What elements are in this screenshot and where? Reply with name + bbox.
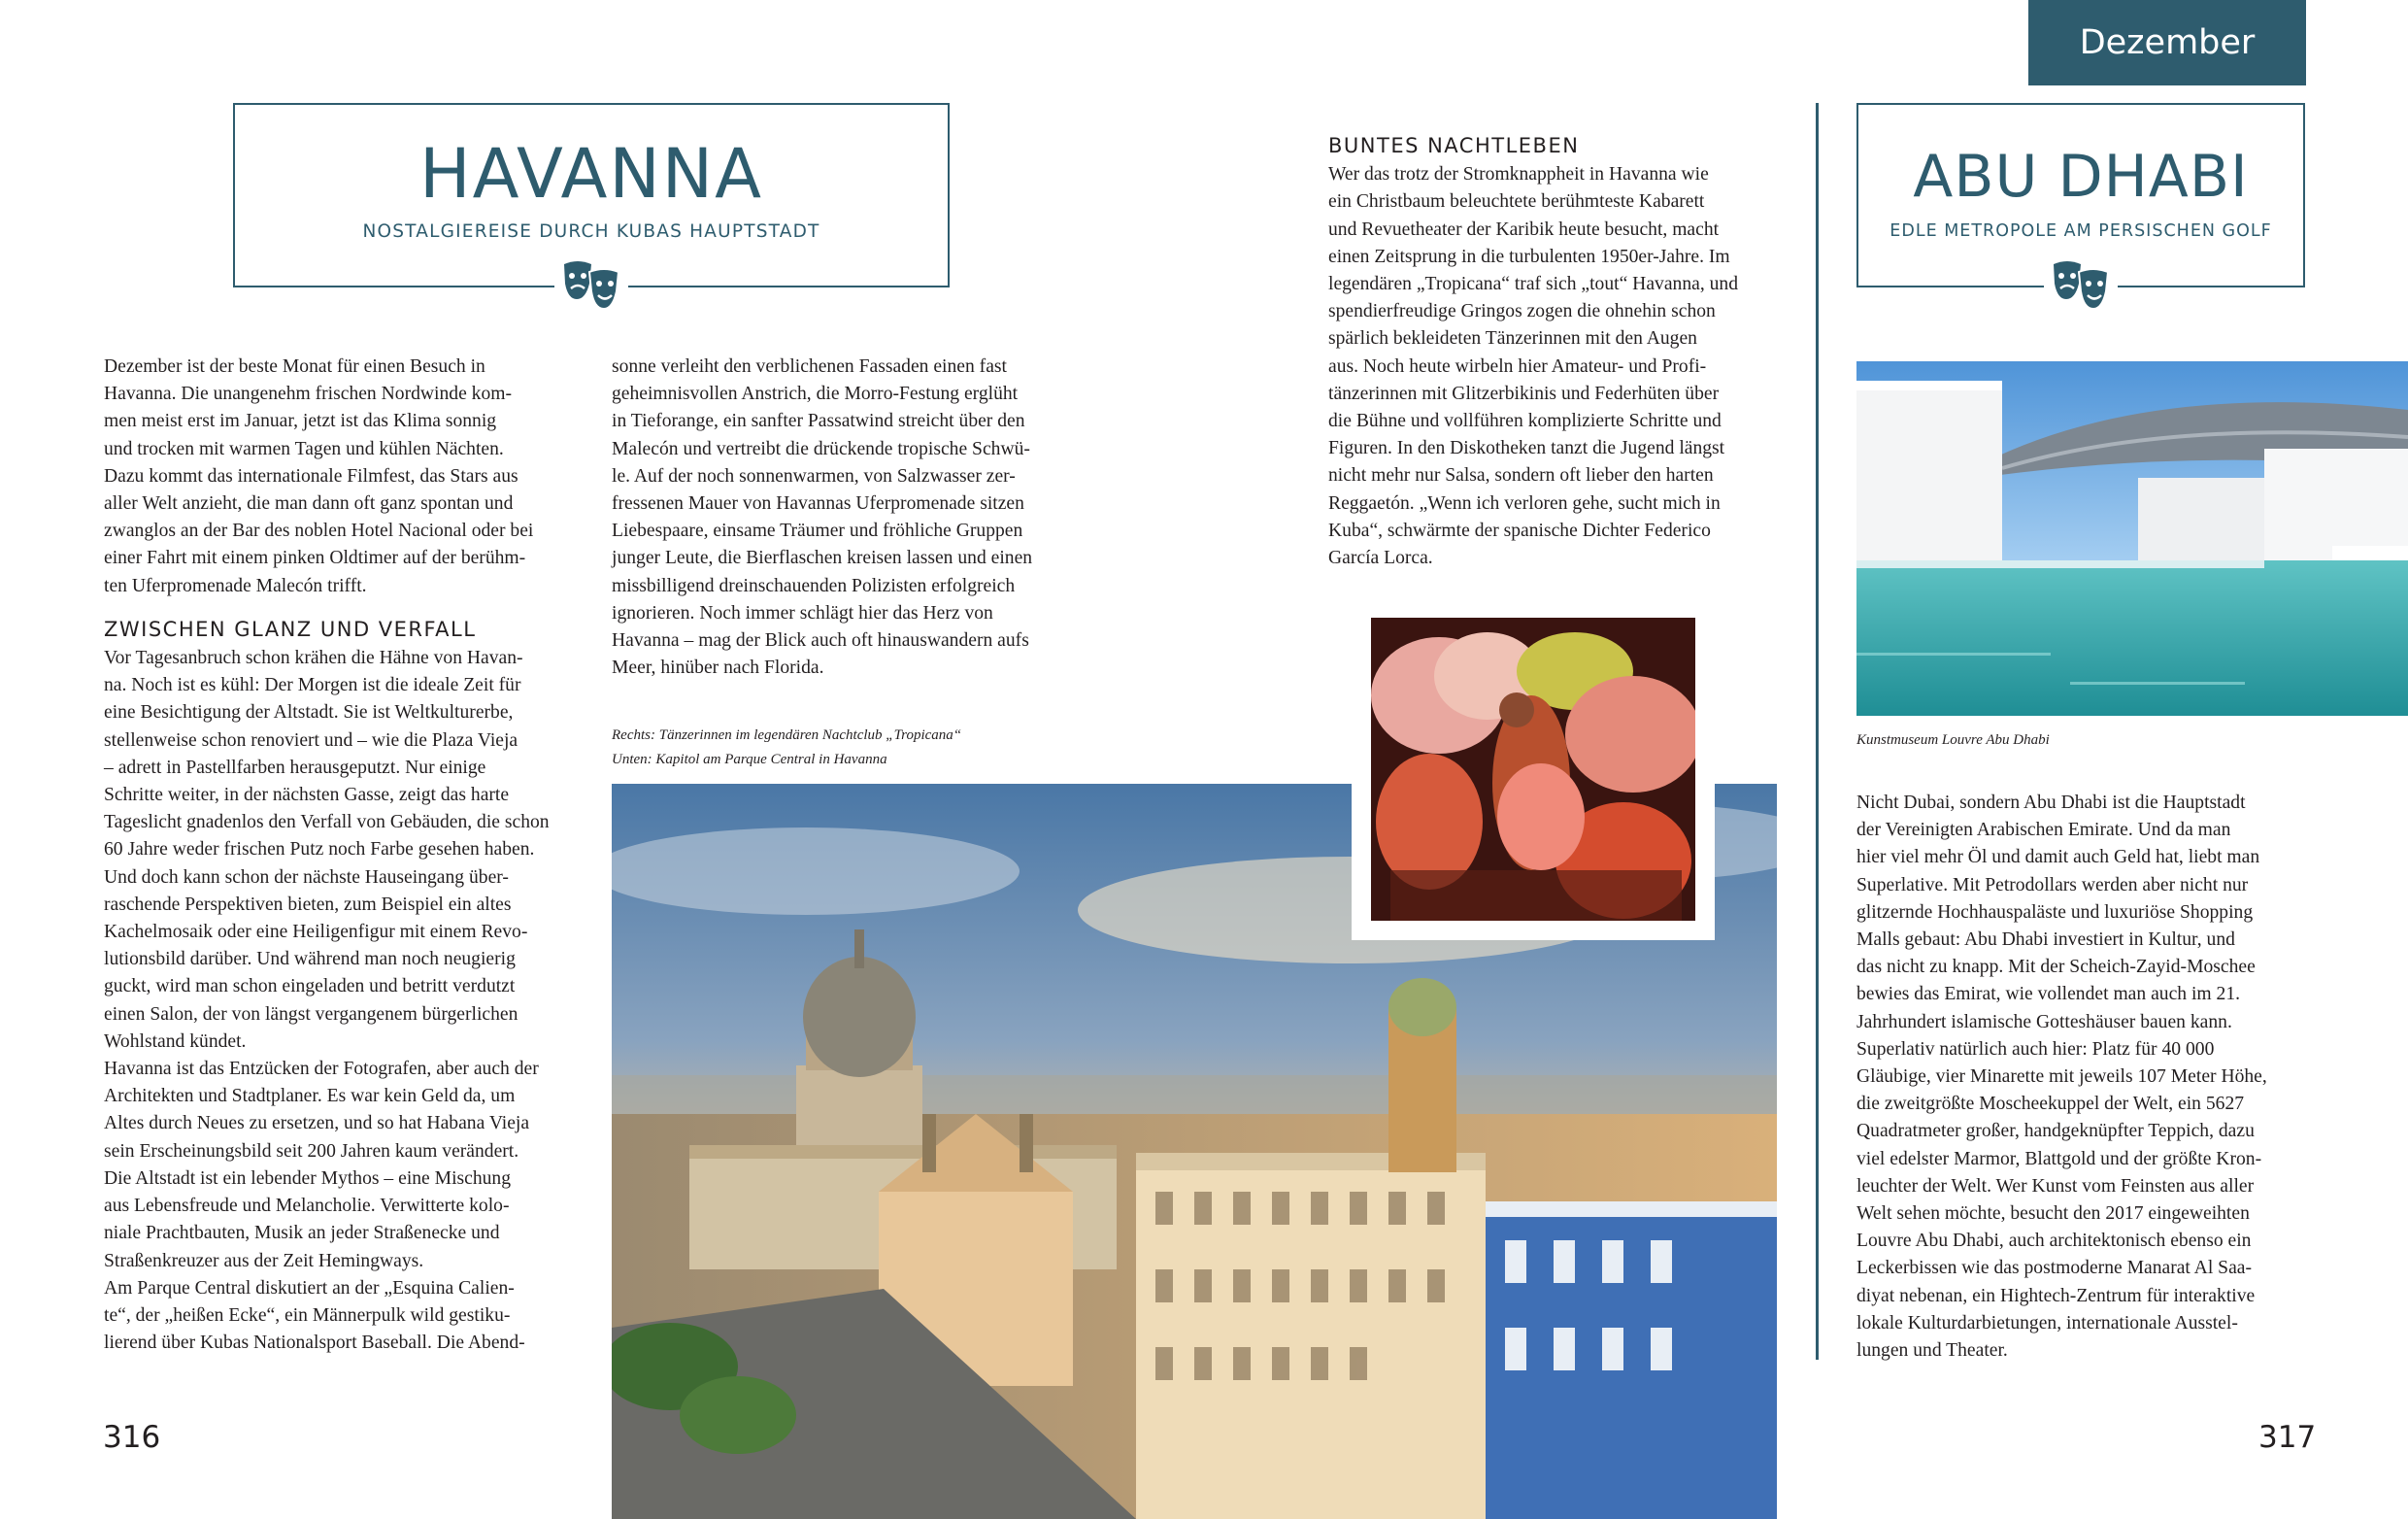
text-line: eine Besichtigung der Altstadt. Sie ist Weltkulturerbe, [104,702,514,724]
havanna-section-1-text [104,645,580,1357]
text-line: Havanna ist das Entzücken der Fotografen, aber auch der [104,1059,539,1080]
text-line: einer Fahrt mit einem pinken Oldtimer auf der berühm- [104,548,526,569]
havanna-column-3 [1328,132,1804,572]
text-line: lungen und Theater. [1856,1340,2008,1362]
text-line: spendierfreudige Gringos zogen die ohnehin schon [1328,301,1716,322]
havanna-photo-caption [612,724,1117,772]
text-line: ein Christbaum beleuchtete berühmteste Kabarett [1328,191,1705,213]
abu-dhabi-title: ABU DHABI [1913,143,2249,211]
text-line: García Lorca. [1328,548,1433,569]
text-line: Altes durch Neues zu ersetzen, und so hat Habana Vieja [104,1113,530,1134]
text-line: Figuren. In den Diskotheken tanzt die Jugend längst [1328,438,1725,459]
text-line: Und doch kann schon der nächste Hauseingang über- [104,866,509,888]
text-line: das nicht zu knapp. Mit der Scheich-Zayid-Moschee [1856,957,2256,978]
text-line: te“, der „heißen Ecke“, ein Männerpulk wild gestiku- [104,1304,511,1326]
text-line: Gläubige, vier Minarette mit jeweils 107 Meter Höhe, [1856,1066,2267,1088]
text-line: Kachelmosaik oder eine Heiligenfigur mit einem Revo- [104,922,528,943]
caption-line: Unten: Kapitol am Parque Central in Havanna [612,752,887,767]
text-line: Reggaetón. „Wenn ich verloren gehe, sucht mich in [1328,492,1721,514]
abu-dhabi-title-box [1856,103,2305,287]
text-line: bewies das Emirat, wie vollendet man auch im 21. [1856,984,2241,1005]
tropicana-photo [1371,618,1695,921]
text-line: und Revuetheater der Karibik heute besucht, macht [1328,219,1720,240]
section-heading-nachtleben: BUNTES NACHTLEBEN [1328,134,1580,157]
text-line: Quadratmeter großer, handgeknüpfter Teppich, dazu [1856,1121,2255,1142]
text-line: men meist erst im Januar, jetzt ist das Klima sonnig [104,411,497,432]
text-line: hier viel mehr Öl und damit auch Geld hat, liebt man [1856,847,2260,868]
text-line: Malls gebaut: Abu Dhabi investiert in Kultur, und [1856,929,2235,951]
text-line: der Vereinigten Arabischen Emirate. Und da man [1856,820,2231,841]
caption-line: Rechts: Tänzerinnen im legendären Nachtclub „Tropicana“ [612,727,962,743]
text-line: ten Uferpromenade Malecón trifft. [104,575,367,596]
tropicana-dancers-illustration [1371,618,1695,921]
text-line: diyat nebenan, ein Hightech-Zentrum für interaktive [1856,1285,2256,1306]
louvre-caption: Kunstmuseum Louvre Abu Dhabi [1856,732,2050,748]
text-line: Meer, hinüber nach Florida. [612,658,824,679]
page-number-left: 316 [103,1420,161,1455]
text-line: Louvre Abu Dhabi, auch architektonisch ebenso ein [1856,1231,2252,1252]
text-line: Havanna. Die unangenehm frischen Nordwinde kom- [104,384,513,405]
text-line: Am Parque Central diskutiert an der „Esquina Calien- [104,1277,515,1299]
text-line: Nicht Dubai, sondern Abu Dhabi ist die Hauptstadt [1856,793,2246,813]
havanna-intro [104,354,580,600]
section-heading-glanz: ZWISCHEN GLANZ UND VERFALL [104,617,477,641]
text-line: niale Prachtbauten, Musik an jeder Straßenecke und [104,1223,500,1244]
text-line: Wohlstand kündet. [104,1030,247,1052]
text-line: na. Noch ist es kühl: Der Morgen ist die ideale Zeit für [104,675,521,696]
text-line: aus. Noch heute wirbeln hier Amateur- und Profi- [1328,355,1707,377]
text-line: einen Salon, der von längst vergangenem bürgerlichen [104,1003,518,1025]
text-line: aus Lebensfreude und Melancholie. Verwitterte kolo- [104,1196,510,1217]
text-line: tänzerinnen mit Glitzerbikinis und Federhüten über [1328,383,1720,404]
text-line: zwanglos an der Bar des noblen Hotel Nacional oder bei [104,521,534,542]
text-line: glitzernde Hochhauspaläste und luxuriöse Shopping [1856,901,2254,923]
text-line: die zweitgrößte Moscheekuppel der Welt, ein 5627 [1856,1094,2245,1115]
abu-dhabi-badge [2044,254,2118,319]
page-number-right: 317 [2258,1420,2317,1455]
text-line: 60 Jahre weder frischen Putz noch Farbe gesehen haben. [104,839,535,861]
text-line: sein Erscheinungsbild seit 200 Jahren kaum verändert. [104,1140,519,1162]
havanna-title-box [233,103,950,287]
text-line: lutionsbild darüber. Und während man noch neugierig [104,949,516,970]
havanna-subtitle: NOSTALGIEREISE DURCH KUBAS HAUPTSTADT [362,221,820,242]
text-line: Tageslicht gnadenlos den Verfall von Gebäuden, die schon [104,812,550,833]
text-line: Malecón und vertreibt die drückende tropische Schwü- [612,438,1030,459]
text-line: raschende Perspektiven bieten, zum Beispiel ein altes [104,894,512,915]
louvre-abu-dhabi-photo [1856,361,2408,716]
text-line: legendären „Tropicana“ traf sich „tout“ Havanna, und [1328,274,1739,295]
text-line: Wer das trotz der Stromknappheit in Havanna wie [1328,164,1709,186]
text-line: Liebespaare, einsame Träumer und fröhliche Gruppen [612,521,1023,542]
text-line: Havanna – mag der Blick auch oft hinauswandern aufs [612,630,1029,652]
text-line: einen Zeitsprung in die turbulenten 1950er-Jahre. Im [1328,246,1730,267]
text-line: Superlative. Mit Petrodollars werden aber nicht nur [1856,874,2249,895]
text-line: aller Welt anzieht, die man dann oft ganz spontan und [104,493,514,515]
month-tab: Dezember [2028,0,2306,85]
text-line: Architekten und Stadtplaner. Es war kein Geld da, um [104,1086,516,1107]
text-line: Die Altstadt ist ein lebender Mythos – eine Mischung [104,1167,512,1189]
text-line: Dezember ist der beste Monat für einen Besuch in [104,356,485,377]
text-line: lokale Kulturdarbietungen, internationale Ausstel- [1856,1312,2238,1333]
text-line: leuchter der Welt. Wer Kunst vom Feinsten aus aller [1856,1175,2255,1197]
text-line: in Tieforange, ein sanfter Passatwind streicht über den [612,411,1025,432]
louvre-photo-illustration [1856,361,2408,716]
text-line: spärlich bekleideten Tänzerinnen mit den Augen [1328,328,1697,350]
text-line: junger Leute, die Bierflaschen kreisen lassen und einen [612,548,1033,569]
text-line: ignorieren. Noch immer schlägt hier das Herz von [612,602,993,624]
text-line: geheimnisvollen Anstrich, die Morro-Festung erglüht [612,384,1019,405]
text-line: Welt sehen möchte, besucht den 2017 eingeweihten [1856,1203,2250,1225]
text-line: Vor Tagesanbruch schon krähen die Hähne von Havan- [104,648,523,669]
text-line: le. Auf der noch sonnenwarmen, von Salzwasser zer- [612,465,1016,487]
havanna-badge [554,254,628,319]
text-line: guckt, wird man schon eingeladen und betritt verdutzt [104,976,516,997]
theater-masks-icon [560,258,622,315]
text-line: sonne verleiht den verblichenen Fassaden einen fast [612,356,1007,377]
text-line: nicht mehr nur Salsa, sondern oft lieber den harten [1328,465,1714,487]
abu-dhabi-body [1856,790,2342,1365]
abu-dhabi-subtitle: EDLE METROPOLE AM PERSISCHEN GOLF [1890,221,2272,241]
text-line: – adrett in Pastellfarben herausgeputzt. Nur einige [104,757,486,778]
tropicana-photo-frame [1352,602,1715,940]
text-line: die Bühne und vollführen komplizierte Schritte und [1328,411,1722,432]
havanna-column-1 [104,354,580,1357]
text-line: Leckerbissen wie das postmoderne Manarat Al Saa- [1856,1258,2252,1279]
text-line: fressenen Mauer von Havannas Uferpromenade sitzen [612,493,1024,515]
text-line: Straßenkreuzer aus der Zeit Hemingways. [104,1250,424,1271]
text-line: Schritte weiter, in der nächsten Gasse, zeigt das harte [104,785,510,806]
text-line: Jahrhundert islamische Gotteshäuser bauen kann. [1856,1011,2232,1032]
text-line: Dazu kommt das internationale Filmfest, das Stars aus [104,465,518,487]
havanna-column-2 [612,354,1078,682]
text-line: stellenweise schon renoviert und – wie die Plaza Vieja [104,729,518,751]
havanna-title: HAVANNA [419,134,763,214]
column-divider [1816,103,1819,1360]
theater-masks-icon [2050,258,2112,315]
text-line: lierend über Kubas Nationalsport Baseball. Die Abend- [104,1333,525,1354]
text-line: und trocken mit warmen Tagen und kühlen Nächten. [104,438,504,459]
text-line: missbilligend dreinschauenden Polizisten erfolgreich [612,575,1016,596]
text-line: Superlativ natürlich auch hier: Platz für 40 000 [1856,1038,2215,1060]
text-line: Kuba“, schwärmte der spanische Dichter Federico [1328,520,1711,541]
text-line: viel edelster Marmor, Blattgold und der größte Kron- [1856,1148,2262,1169]
